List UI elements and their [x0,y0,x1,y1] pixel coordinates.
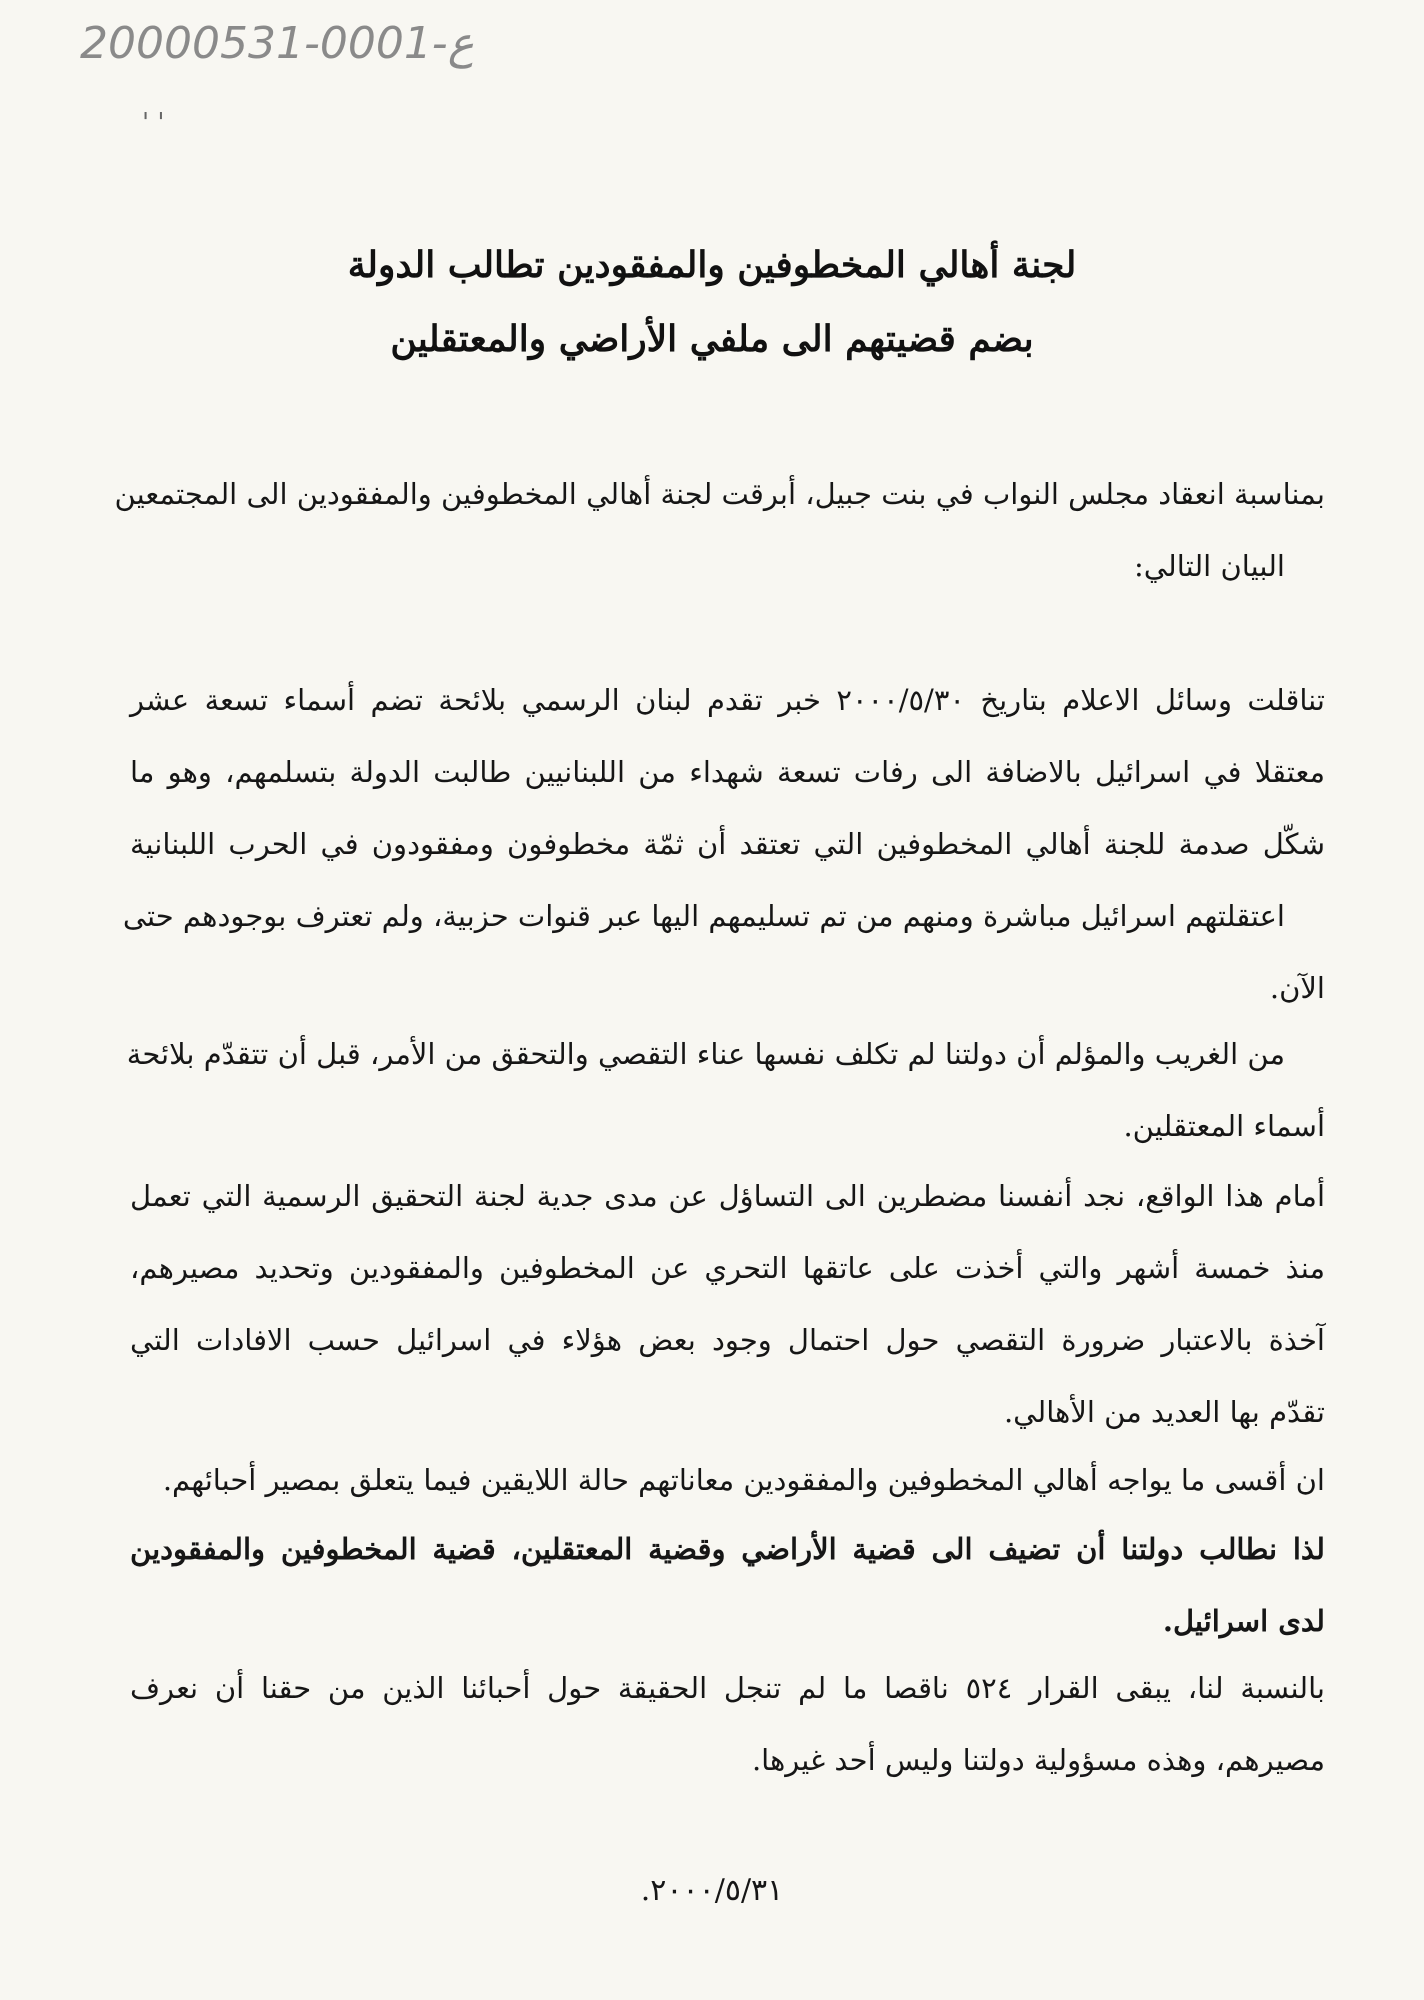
paragraph-1-line-3: شكّل صدمة للجنة أهالي المخطوفين التي تعتقد أن ثمّة مخطوفون ومفقودون في الحرب اللبنانية [130,827,1325,861]
paragraph-1-line-2: معتقلا في اسرائيل بالاضافة الى رفات تسعة شهداء من اللبنانيين طالبت الدولة بتسلمهم، وهو ما [130,755,1325,789]
document-date: ٢٠٠٠/٥/٣١. [640,1873,784,1908]
intro-line-2: البيان التالي: [1133,549,1285,583]
handwritten-marks: ' ' [142,108,165,138]
intro-line-1: بمناسبة انعقاد مجلس النواب في بنت جبيل، أبرقت لجنة أهالي المخطوفين والمفقودين الى المجتمعين [114,477,1325,511]
paragraph-5 [130,1513,1325,1657]
paragraph-3-line-2: منذ خمسة أشهر والتي أخذت على عاتقها التحري عن المخطوفين والمفقودين وتحديد مصيرهم، [130,1251,1325,1285]
paragraph-3 [130,1160,1325,1448]
paragraph-2-line-1: من الغريب والمؤلم أن دولتنا لم تكلف نفسها عناء التقصي والتحقق من الأمر، قبل أن تتقدّم بلائحة [126,1037,1285,1071]
paragraph-1-line-5: الآن. [1269,971,1325,1005]
paragraph-5-line-1: لذا نطالب دولتنا أن تضيف الى قضية الأراضي وقضية المعتقلين، قضية المخطوفين والمفقودين [130,1532,1325,1566]
paragraph-3-line-4: تقدّم بها العديد من الأهالي. [1003,1395,1325,1429]
paragraph-1-line-1: تناقلت وسائل الاعلام بتاريخ ٢٠٠٠/٥/٣٠ خبر تقدم لبنان الرسمي بلائحة تضم أسماء تسعة عشر [130,683,1325,717]
paragraph-5-line-2: لدى اسرائيل. [1162,1604,1325,1638]
paragraph-6-line-2: مصيرهم، وهذه مسؤولية دولتنا وليس أحد غيرها. [751,1743,1325,1777]
paragraph-4-line-1: ان أقسى ما يواجه أهالي المخطوفين والمفقودين معاناتهم حالة اللايقين فيما يتعلق بمصير أحبائهم. [162,1463,1325,1497]
paragraph-2-line-2: أسماء المعتقلين. [1123,1109,1325,1143]
reference-number: 20000531-0001-ع [80,18,474,69]
title-line-1: لجنة أهالي المخطوفين والمفقودين تطالب الدولة [347,244,1077,286]
paragraph-2 [126,1018,1325,1162]
paragraph-4 [130,1444,1325,1516]
paragraph-3-line-3: آخذة بالاعتبار ضرورة التقصي حول احتمال وجود بعض هؤلاء في اسرائيل حسب الافادات التي [130,1323,1325,1357]
paragraph-1 [122,664,1325,1024]
paragraph-1-line-4: اعتقلتهم اسرائيل مباشرة ومنهم من تم تسليمهم اليها عبر قنوات حزبية، ولم تعترف بوجودهم حتى [122,899,1285,933]
paragraph-3-line-1: أمام هذا الواقع، نجد أنفسنا مضطرين الى التساؤل عن مدى جدية لجنة التحقيق الرسمية التي تعمل [130,1179,1325,1213]
intro-paragraph [114,458,1325,602]
paragraph-6 [130,1652,1325,1796]
paragraph-6-line-1: بالنسبة لنا، يبقى القرار ٥٢٤ ناقصا ما لم تنجل الحقيقة حول أحبائنا الذين من حقنا أن نعرف [130,1671,1325,1705]
title-line-2: بضم قضيتهم الى ملفي الأراضي والمعتقلين [390,318,1034,360]
